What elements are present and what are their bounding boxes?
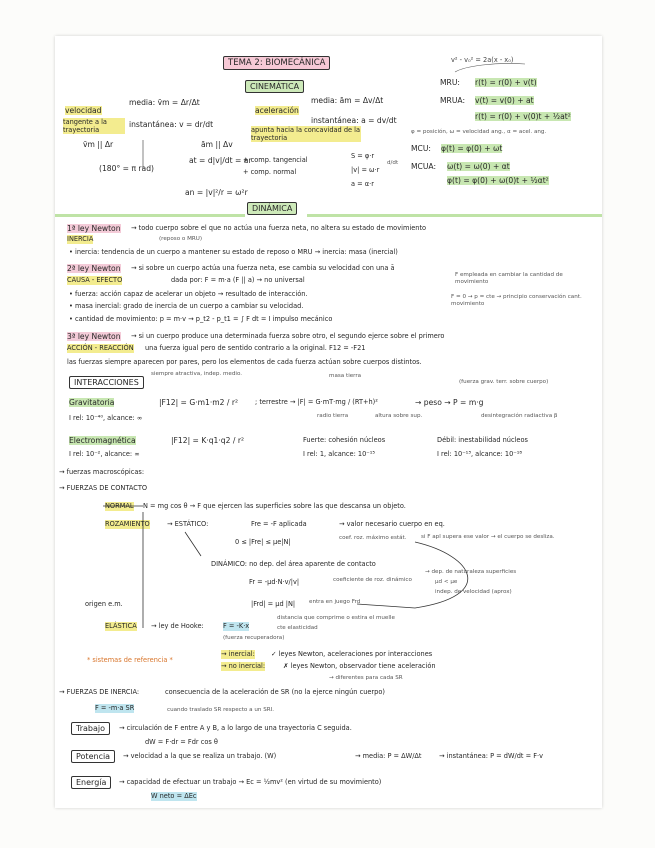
- potencia-media: → media: P = ΔW/Δt: [355, 752, 422, 760]
- altura-note: altura sobre sup.: [375, 413, 423, 419]
- ley2-bullet-2: • masa inercial: grado de inercia de un cuerpo a cambiar su velocidad.: [69, 302, 304, 310]
- sistemas-referencia: * sistemas de referencia *: [87, 656, 173, 664]
- potencia-instantanea: → instantánea: P = dW/dt = F·v: [439, 752, 543, 760]
- mrua-label: MRUA:: [440, 96, 466, 105]
- si-fapl-note: si F apl supera ese valor → el cuerpo se desliza.: [421, 534, 555, 540]
- apunta-label: apunta hacia la concavidad de la trayectoria: [251, 126, 361, 142]
- interacciones-heading: INTERACCIONES: [69, 376, 144, 389]
- fuerza-recuperadora: (fuerza recuperadora): [223, 635, 285, 641]
- ley2-right-2: F = 0 → p = cte → principio conservación cant. movimiento: [451, 294, 582, 307]
- contacto-label: → FUERZAS DE CONTACTO: [59, 484, 148, 492]
- ley3-note: las fuerzas siempre aparecen por pares, pero los elementos de cada fuerza actúan sobre cuerpos distintos.: [67, 358, 422, 366]
- debil-label: Débil: inestabilidad núcleos: [437, 436, 528, 444]
- trabajo-text: → circulación de F entre A y B, a lo largo de una trayectoria C seguida.: [119, 724, 352, 732]
- accion-tag: ACCIÓN - REACCIÓN: [67, 344, 134, 352]
- ley1-text: → todo cuerpo sobre el que no actúa una fuerza neta, no altera su estado de movimiento: [131, 224, 427, 232]
- gravitatoria-irel: I rel: 10⁻⁴⁰, alcance: ∞: [69, 414, 143, 422]
- fi-formula: F = -m·a SR: [95, 704, 135, 712]
- fi-note: cuando traslado SR respecto a un SRI.: [167, 707, 275, 713]
- indep-velocidad-note: indep. de velocidad (aprox): [435, 589, 512, 595]
- normal-formula: N = mg cos θ → F que ejercen las superficies sobre las que descansa un objeto.: [143, 502, 406, 510]
- ley2-text: → si sobre un cuerpo actúa una fuerza neta, ese cambia su velocidad con una ā: [131, 264, 395, 272]
- mcu-formula: φ(t) = φ(0) + ωt: [441, 144, 503, 153]
- gravitatoria-label: Gravitatoria: [69, 398, 115, 407]
- energia-text: → capacidad de efectuar un trabajo → Ec = ½mv² (en virtud de su movimiento): [119, 778, 382, 786]
- hooke-note-1: distancia que comprime o estira el muelle: [277, 615, 395, 621]
- wneto-formula: W neto = ΔEc: [151, 792, 197, 800]
- dep-naturaleza-note: → dep. de naturaleza superficies: [425, 569, 517, 575]
- aceleracion-label: aceleración: [255, 106, 299, 115]
- normal-label: NORMAL: [105, 502, 134, 510]
- no-inercial-text: ✗ leyes Newton, observador tiene aceleración: [283, 662, 436, 670]
- connector-arrows: [55, 36, 602, 808]
- coef-estatico-note: coef. roz. máximo estát.: [339, 535, 407, 541]
- entra-juego-note: entra en juego Frd: [309, 599, 361, 605]
- electromagnetica-irel: I rel: 10⁻², alcance: ∞: [69, 450, 140, 458]
- aceleracion-media: media: ām = Δv/Δt: [311, 96, 384, 105]
- mcua-formula-2: φ(t) = φ(0) + ω(0)t + ½αt²: [447, 176, 549, 185]
- fuerzas-inercia-label: → FUERZAS DE INERCIA:: [59, 688, 140, 696]
- dt-note: d/dt: [387, 160, 399, 166]
- electromagnetica-label: Electromagnética: [69, 436, 136, 445]
- fre-note: → valor necesario cuerpo en eq.: [339, 520, 445, 528]
- velocidad-instantanea: instantánea: v = dr/dt: [129, 120, 214, 129]
- coef-dinamico-note: coeficiente de roz. dinámico: [333, 577, 412, 583]
- ley1-sub: (reposo o MRU): [159, 236, 203, 242]
- mrua-formula-2: r(t) = r(0) + v(0)t + ½at²: [475, 112, 571, 121]
- cinematica-heading: CINEMÁTICA: [245, 80, 304, 93]
- potencia-text: → velocidad a la que se realiza un trabajo. (W): [123, 752, 277, 760]
- ley2-title: 2ª ley Newton: [67, 264, 121, 273]
- rad-note: (180° = π rad): [99, 164, 154, 173]
- inercia-tag: INERCIA: [67, 235, 94, 243]
- mcu-label: MCU:: [411, 144, 431, 153]
- velocidad-media: media: v̄m = Δr/Δt: [129, 98, 200, 107]
- ley1-title: 1ª ley Newton: [67, 224, 121, 233]
- mcua-label: MCUA:: [411, 162, 437, 171]
- mru-label: MRU:: [440, 78, 460, 87]
- am-parallel: ām || Δv: [201, 140, 233, 149]
- inercial-text: ✓ leyes Newton, aceleraciones por interacciones: [271, 650, 433, 658]
- debil-irel: I rel: 10⁻¹³, alcance: 10⁻¹⁸: [437, 450, 523, 458]
- vm-parallel: v̄m || Δr: [83, 140, 114, 149]
- ley2-dada: dada por: F = m·a (F || a) → no universal: [171, 276, 305, 284]
- masa-tierra-note: masa tierra: [329, 373, 362, 379]
- at-formula: at = d|v|/dt = ar: [189, 156, 252, 165]
- comp-tangencial: + comp. tangencial: [243, 156, 308, 164]
- mrua-formula-1: v(t) = v(0) + at: [475, 96, 534, 105]
- elastica-label: ELÁSTICA: [105, 622, 137, 630]
- velocidad-label: velocidad: [65, 106, 102, 115]
- ley2-bullet-1: • fuerza: acción capaz de acelerar un objeto → resultado de interacción.: [69, 290, 308, 298]
- estatico-label: → ESTÁTICO:: [167, 520, 209, 528]
- fre-formula: Fre = -F aplicada: [251, 520, 307, 528]
- fuerte-label: Fuerte: cohesión núcleos: [303, 436, 386, 444]
- fuerte-irel: I rel: 1, alcance: 10⁻¹⁵: [303, 450, 376, 458]
- desintegracion-note: desintegración radiactiva β: [481, 413, 558, 419]
- mru-formula: r(t) = r(0) + v(t): [475, 78, 537, 87]
- ley3-text: → si un cuerpo produce una determinada fuerza sobre otro, el segundo ejerce sobre el primero: [131, 332, 445, 340]
- fuerza-grav-note: (fuerza grav. terr. sobre cuerpo): [459, 379, 549, 385]
- s-phi: S = φ·r: [351, 152, 375, 160]
- causa-tag: CAUSA - EFECTO: [67, 276, 123, 284]
- notes-page: [55, 36, 602, 808]
- origen-em-label: origen e.m.: [85, 600, 123, 608]
- fuerzas-inercia-text: consecuencia de la aceleración de SR (no la ejerce ningún cuerpo): [165, 688, 385, 696]
- corner-formula: v² - v₀² = 2a(x - x₀): [451, 56, 514, 64]
- an-formula: an = |v|²/r = ω²r: [185, 188, 248, 197]
- electromagnetica-formula: |F12| = K·q1·q2 / r²: [171, 436, 245, 445]
- mcua-formula-1: ω(t) = ω(0) + αt: [447, 162, 510, 171]
- v-omega: |v| = ω·r: [351, 166, 380, 174]
- inercial-label: → inercial:: [221, 650, 255, 658]
- tema-title: TEMA 2: BIOMECÁNICA: [223, 56, 330, 70]
- gravitatoria-formula: |F12| = G·m1·m2 / r²: [159, 398, 239, 407]
- gravitatoria-terrestre: ; terrestre → |F| = G·mT·mg / (RT+h)²: [255, 398, 378, 406]
- comp-normal: + comp. normal: [243, 168, 297, 176]
- fre-inequality: 0 ≤ |Fre| ≤ μe|N|: [235, 538, 291, 546]
- a-alpha: a = α·r: [351, 180, 374, 188]
- energia-heading: Energía: [71, 776, 111, 789]
- macro-label: → fuerzas macroscópicas:: [59, 468, 145, 476]
- dinamico-label: DINÁMICO: no dep. del área aparente de contacto: [211, 560, 376, 568]
- frd-modulo: |Frd| = μd |N|: [251, 600, 296, 608]
- hooke-label: → ley de Hooke:: [151, 622, 204, 630]
- ley3-text-2: una fuerza igual pero de sentido contrario a la original. F12 = -F21: [145, 344, 366, 352]
- no-inercial-label: → no inercial:: [221, 662, 266, 670]
- dinamica-heading: DINÁMICA: [247, 202, 297, 215]
- potencia-heading: Potencia: [71, 750, 115, 763]
- ley2-right-1: F empleada en cambiar la cantidad de movimiento: [455, 272, 563, 285]
- diferentes-note: → diferentes para cada SR: [329, 675, 403, 681]
- frd-formula: Fr = -μd·N·v/|v|: [249, 578, 300, 586]
- peso-formula: → peso → P = m·g: [415, 398, 484, 407]
- hooke-formula: F = -K·x: [223, 622, 250, 630]
- aceleracion-instantanea: instantánea: a = dv/dt: [311, 116, 397, 125]
- siempre-note: siempre atractiva, indep. medio.: [151, 371, 243, 377]
- rozamiento-label: ROZAMIENTO: [105, 520, 150, 528]
- trabajo-heading: Trabajo: [71, 722, 110, 735]
- tangente-label: tangente a la trayectoria: [63, 118, 125, 134]
- radio-tierra-note: radio tierra: [317, 413, 349, 419]
- ley3-title: 3ª ley Newton: [67, 332, 121, 341]
- mu-inequality: μd < μe: [435, 579, 458, 585]
- ley2-bullet-3: • cantidad de movimiento: p = m·v → p_t2 - p_t1 = ∫ F dt = I impulso mecánico: [69, 315, 333, 323]
- hooke-note-2: cte elasticidad: [277, 625, 318, 631]
- ley1-bullet: • inercia: tendencia de un cuerpo a mantener su estado de reposo o MRU → inercia: masa (inercial): [69, 248, 398, 256]
- dw-formula: dW = F·dr = Fdr cos θ: [145, 738, 218, 746]
- posicion-note: φ = posición, ω = velocidad ang., α = acel. ang.: [411, 129, 547, 135]
